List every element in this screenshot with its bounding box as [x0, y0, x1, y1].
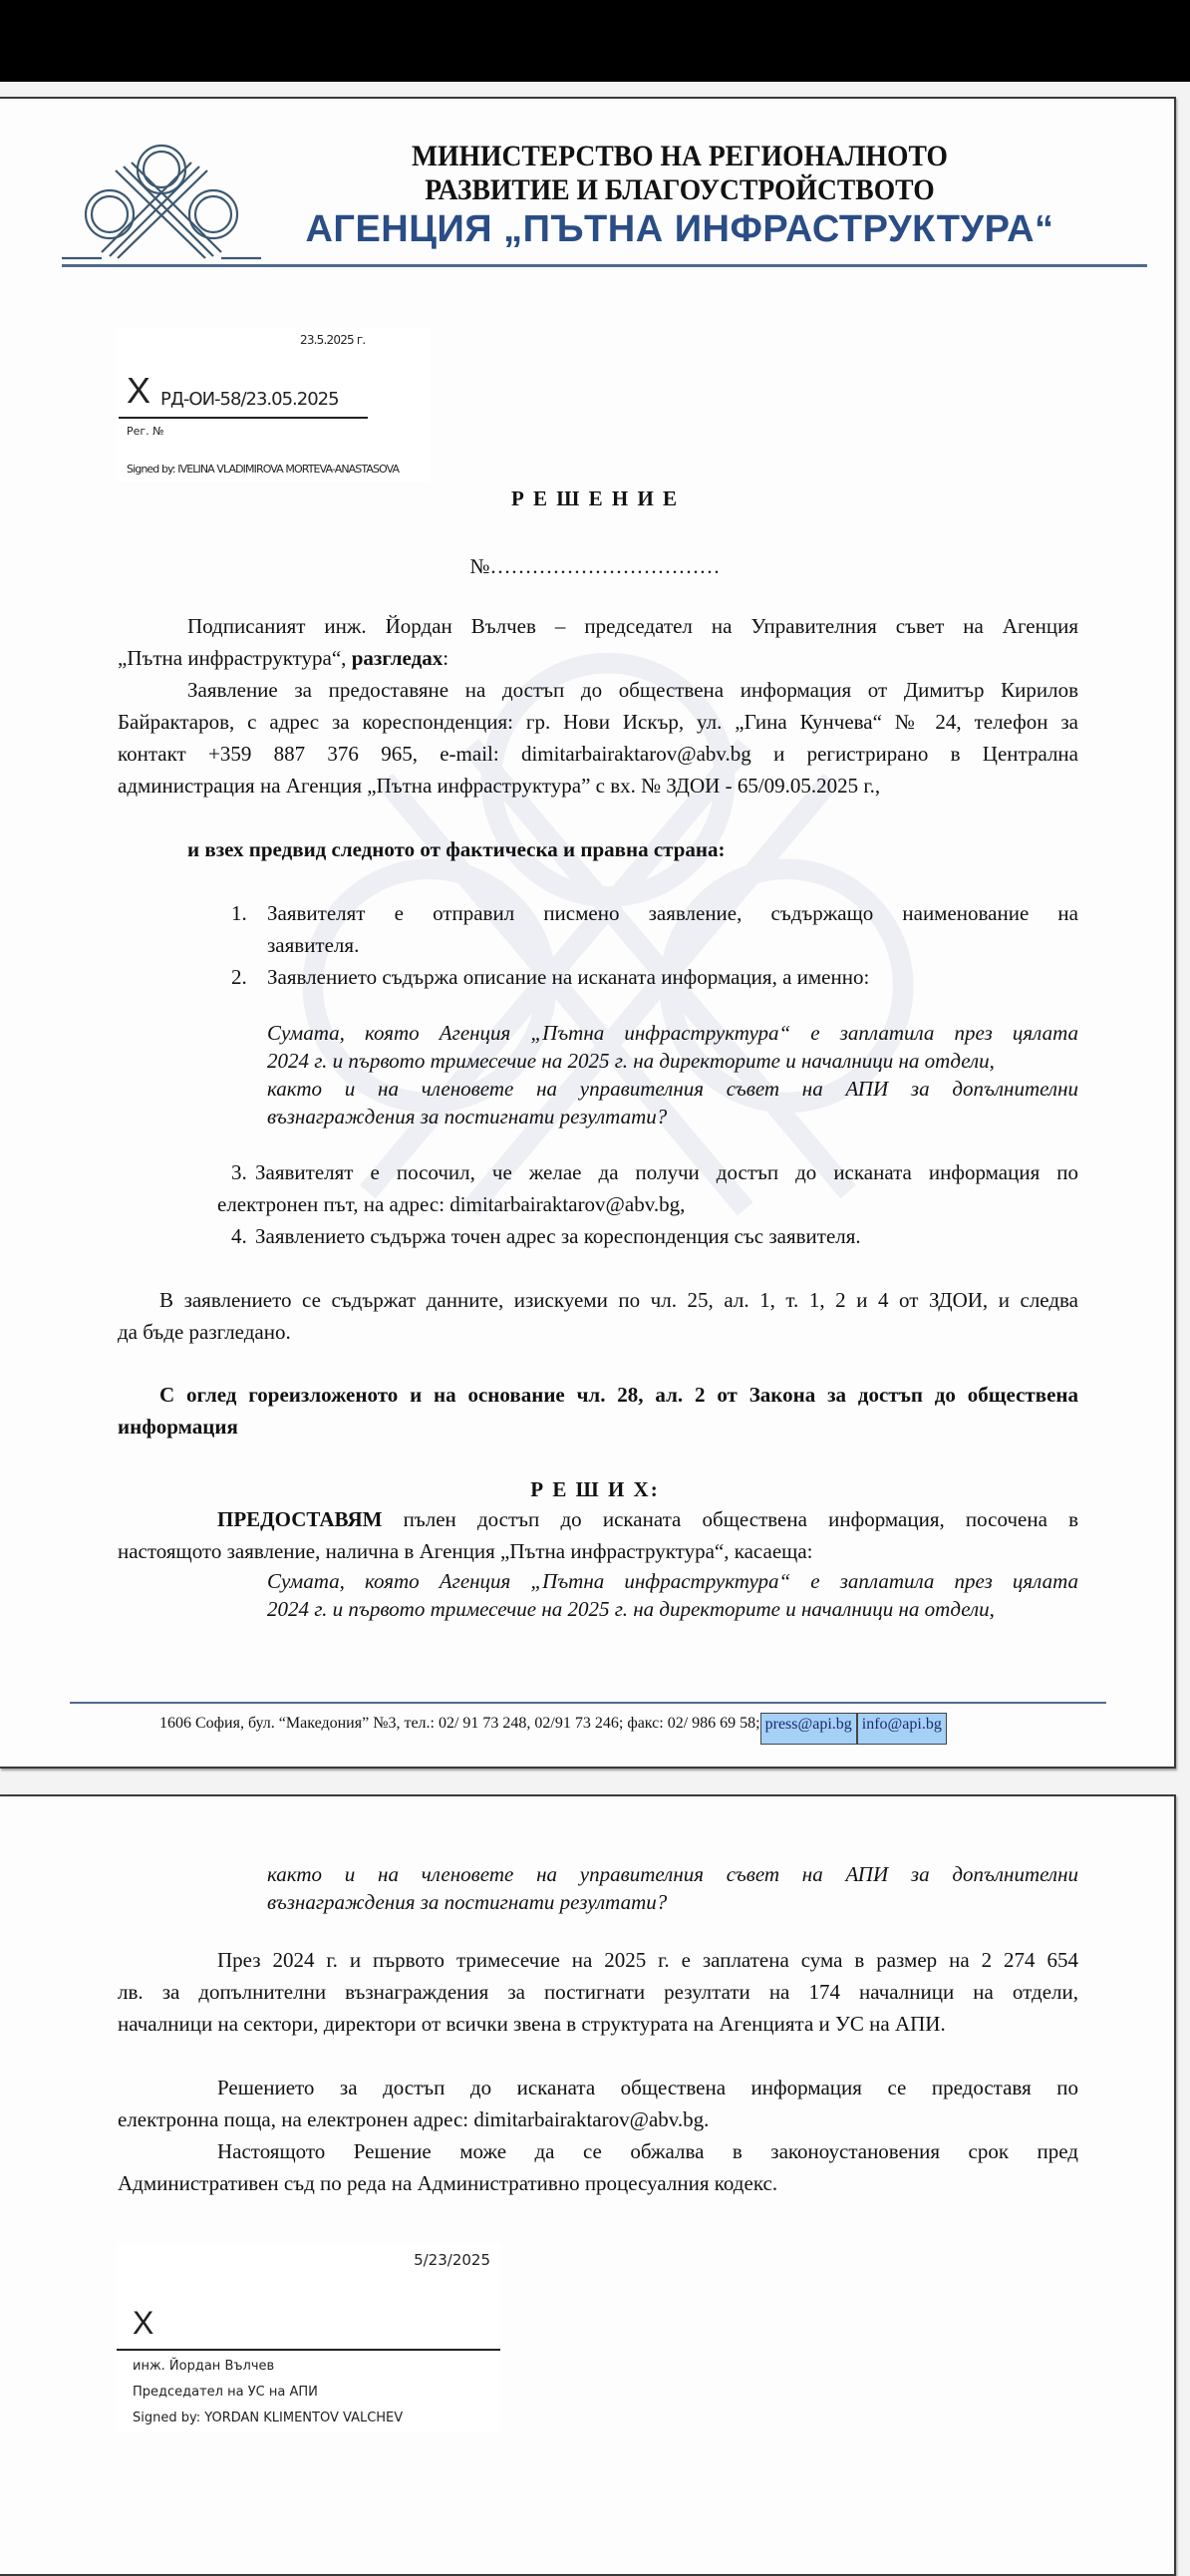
agency-name: АГЕНЦИЯ „ПЪТНА ИНФРАСТРУКТУРА“ [305, 208, 1054, 250]
footer-contacts [159, 1713, 947, 1745]
item-4-number: 4. [231, 1224, 247, 1248]
answer-line-1: През 2024 г. и първото тримесечие на 2025 г. е заплатена сума в размер на 2 274 654 [217, 1948, 1078, 1972]
item-1-line-1: Заявителят е отправил писмено заявление, съдържащо наименование на [267, 901, 1078, 925]
continued-quote-line-4: възнаграждения за постигнати резултати? [267, 1890, 668, 1914]
basis-line-2: информация [118, 1415, 238, 1439]
signer-name: инж. Йордан Вълчев [133, 2359, 275, 2374]
application-line-2: Байрактаров, с адрес за кореспонденция: гр. Нови Искър, ул. „Гина Кунчева“ № 24, телефон за [118, 710, 1078, 734]
grant-keyword: ПРЕДОСТАВЯМ [217, 1507, 383, 1531]
delivery-line-1: Решението за достъп до исканата обществена информация се предоставя по [217, 2076, 1078, 2099]
basis-line-1: С оглед гореизложеното и на основание чл. 28, ал. 2 от Закона за достъп до обществена [159, 1383, 1078, 1407]
signed-by: Signed by: YORDAN KLIMENTOV VALCHEV [133, 2411, 404, 2425]
decided-heading: Р Е Ш И Х: [530, 1477, 660, 1501]
reg-label: Рег. № [127, 425, 164, 438]
header-rule [62, 264, 1147, 267]
ministry-name-line2: РАЗВИТИЕ И БЛАГОУСТРОЙСТВОТО [425, 173, 935, 206]
requirements-line-2: да бъде разгледано. [118, 1320, 291, 1344]
signature-x-mark: X [133, 2305, 154, 2341]
answer-line-3: началници на сектори, директори от всички звена в структурата на Агенцията и УС на АПИ. [118, 2012, 946, 2036]
footer-rule [70, 1702, 1106, 1704]
delivery-line-2: електронна поща, на електронен адрес: dimitarbairaktarov@abv.bg. [118, 2107, 710, 2131]
grant-text: пълен достъп до исканата обществена информация, посочена в [382, 1507, 1078, 1531]
item-1-number: 1. [231, 901, 247, 925]
quote-line-3: както и на членовете на управителния съвет на АПИ за допълнителни [267, 1077, 1078, 1101]
footer-address: 1606 София, бул. “Македония” №3, тел.: 02/ 91 73 248, 02/91 73 246; факс: 02/ 986 69 58; [159, 1715, 760, 1732]
granted-quote-line-1: Сумата, която Агенция „Пътна инфраструктура“ е заплатила през цялата [267, 1569, 1078, 1593]
ministry-name-line1: МИНИСТЕРСТВО НА РЕГИОНАЛНОТО [412, 140, 948, 172]
intro-line-2 [118, 642, 448, 674]
stamp-signed-by: Signed by: IVELINA VLADIMIROVA MORTEVA-ANASTASOVA [127, 463, 400, 476]
info-email-link[interactable]: info@api.bg [857, 1713, 947, 1745]
intro-line-1: Подписаният инж. Йордан Вълчев – председател на Управителния съвет на Агенция [187, 614, 1078, 638]
answer-line-2: лв. за допълнителни възнаграждения за постигнати резултати на 174 началници на отдели, [118, 1980, 1078, 2004]
item-3-line-1: Заявителят е посочил, че желае да получи достъп до исканата информация по [255, 1160, 1078, 1184]
appeal-line-1: Настоящото Решение може да се обжалва в законоустановения срок пред [217, 2139, 1078, 2163]
item-4-line-1: Заявлението съдържа точен адрес за кореспонденция със заявителя. [255, 1224, 861, 1248]
continued-quote-line-3: както и на членовете на управителния съвет на АПИ за допълнителни [267, 1862, 1078, 1886]
intro-text: „Пътна инфраструктура“, [118, 646, 352, 670]
quote-line-2: 2024 г. и първото тримесечие на 2025 г. на директорите и началници на отдели, [267, 1049, 995, 1073]
signature-x-mark: X [127, 370, 151, 411]
press-email-link[interactable]: press@api.bg [760, 1713, 857, 1745]
letterhead [261, 140, 1098, 251]
signature-block [117, 2243, 500, 2432]
requirements-line-1: В заявлението се съдържат данните, изискуеми по чл. 25, ал. 1, т. 1, 2 и 4 от ЗДОИ, и следва [159, 1288, 1078, 1312]
item-2-number: 2. [231, 965, 247, 989]
quote-line-4: възнаграждения за постигнати резултати? [267, 1105, 668, 1128]
application-line-3: контакт +359 887 376 965, e-mail: dimitarbairaktarov@abv.bg и регистрирано в Централна [118, 742, 1078, 766]
application-line-1: Заявление за предоставяне на достъп до обществена информация от Димитър Кирилов [187, 678, 1078, 702]
signer-position: Председател на УС на АПИ [133, 2385, 318, 2400]
signature-rule [117, 2349, 500, 2351]
reviewed-word: разгледах [351, 646, 444, 670]
item-3-number: 3. [231, 1160, 247, 1184]
registration-stamp [117, 327, 431, 482]
quote-line-1: Сумата, която Агенция „Пътна инфраструктура“ е заплатила през цялата [267, 1021, 1078, 1045]
application-line-4: администрация на Агенция „Пътна инфраструктура” с вх. № ЗДОИ - 65/09.05.2025 г., [118, 774, 881, 798]
grant-line-2: настоящото заявление, налична в Агенция „Пътна инфраструктура“, касаеща: [118, 1539, 813, 1563]
grant-line-1 [217, 1503, 1078, 1535]
item-1-line-2: заявителя. [267, 933, 360, 957]
granted-quote-line-2: 2024 г. и първото тримесечие на 2025 г. на директорите и началници на отдели, [267, 1597, 995, 1621]
item-2-line-1: Заявлението съдържа описание на исканата информация, а именно: [267, 965, 870, 989]
considering-heading: и взех предвид следното от фактическа и правна страна: [187, 837, 726, 861]
stamp-date: 23.5.2025 г. [300, 333, 366, 347]
document-title: Р Е Ш Е Н И Е [510, 486, 680, 510]
top-black-bar [0, 0, 1190, 82]
item-3-line-2: електронен път, на адрес: dimitarbairaktarov@abv.bg, [217, 1192, 686, 1216]
api-knot-logo-icon [62, 135, 261, 264]
signature-date: 5/23/2025 [414, 2251, 490, 2269]
appeal-line-2: Административен съд по реда на Административно процесуалния кодекс. [118, 2171, 778, 2195]
reg-number: РД-ОИ-58/23.05.2025 [160, 389, 339, 410]
intro-colon: : [443, 646, 449, 670]
document-number-line: №…………………………… [469, 554, 721, 578]
stamp-rule [119, 417, 368, 419]
